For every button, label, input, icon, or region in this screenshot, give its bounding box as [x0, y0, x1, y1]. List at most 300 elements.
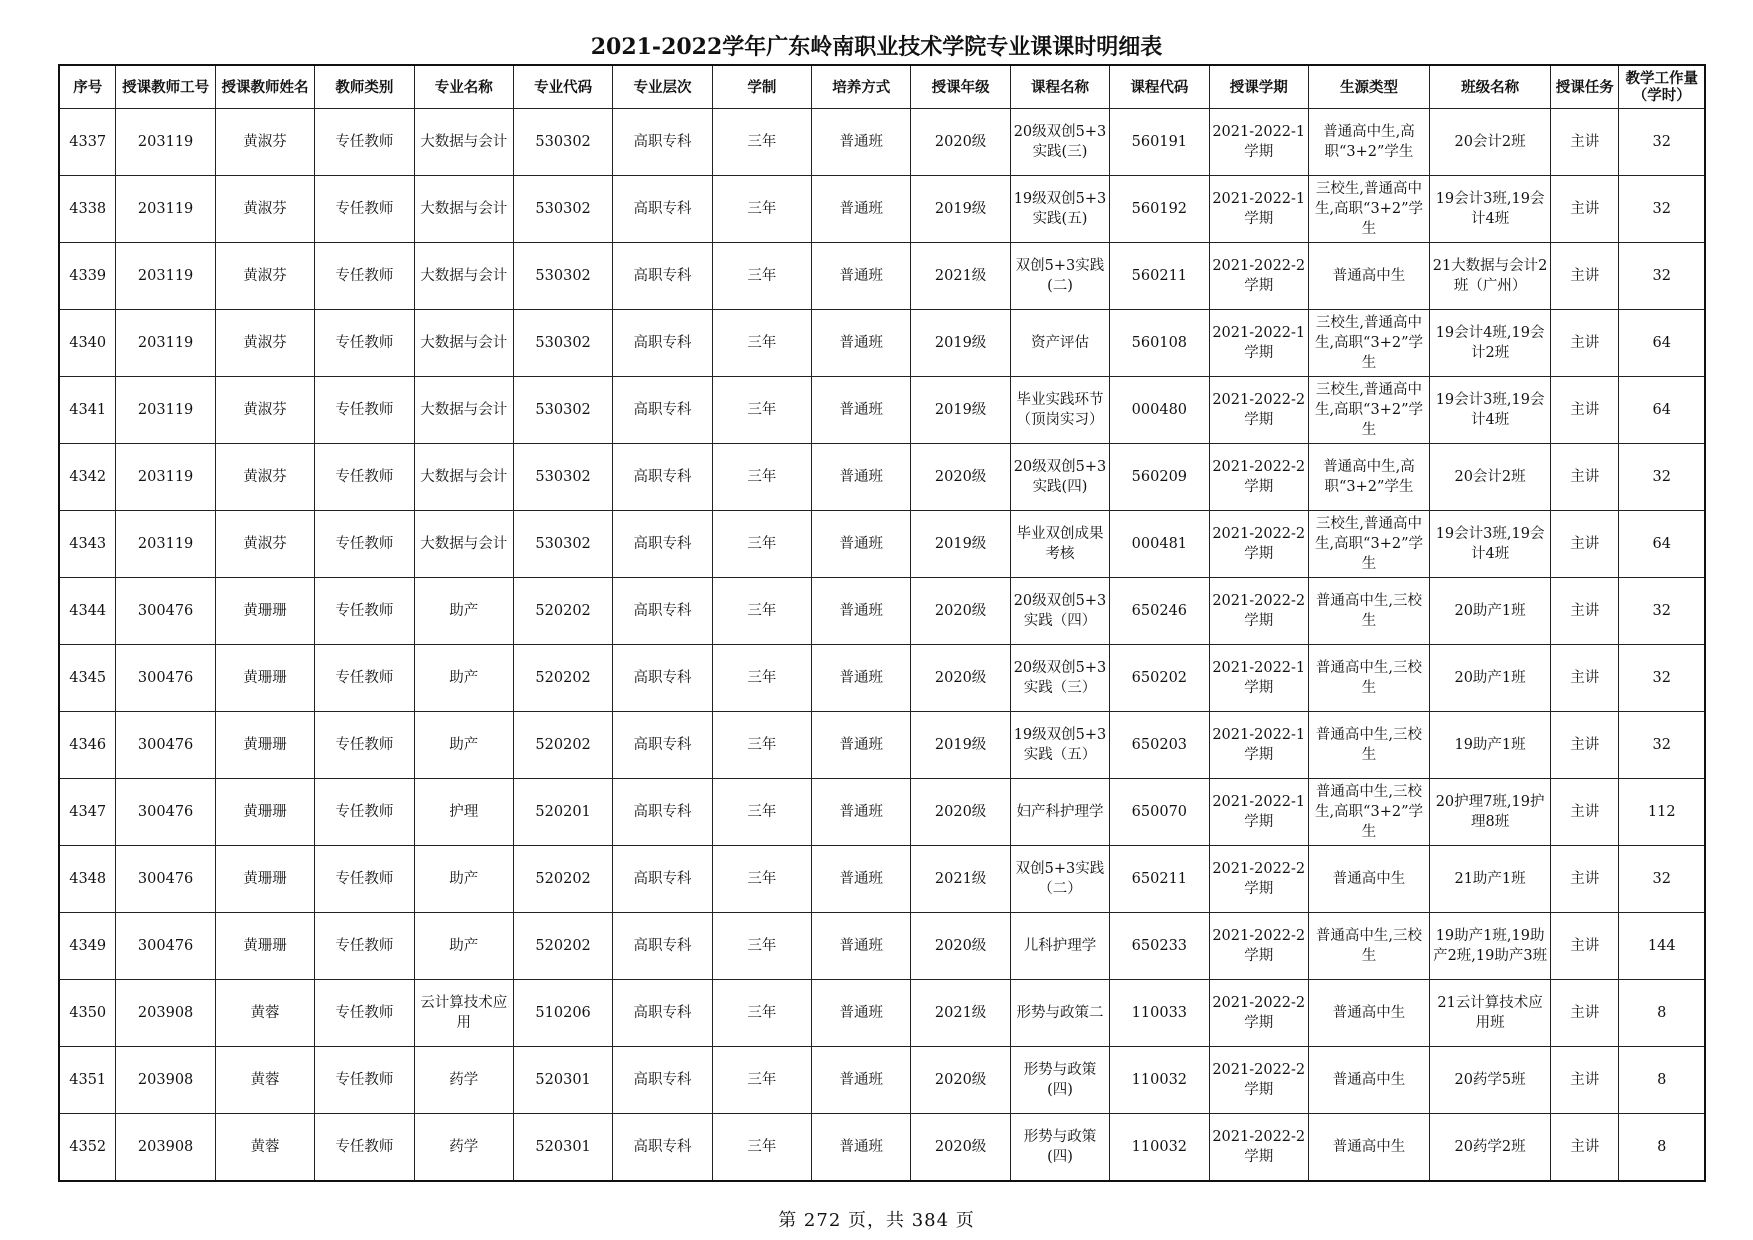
table-cell: 32 — [1619, 578, 1705, 645]
table-cell: 2021级 — [911, 846, 1010, 913]
table-cell: 高职专科 — [613, 243, 712, 310]
table-cell: 520301 — [513, 1047, 612, 1114]
table-cell: 主讲 — [1551, 578, 1619, 645]
table-cell: 主讲 — [1551, 1047, 1619, 1114]
course-hours-table — [58, 64, 1706, 1182]
table-cell: 普通班 — [812, 913, 911, 980]
table-cell: 560209 — [1110, 444, 1209, 511]
table-cell: 主讲 — [1551, 310, 1619, 377]
table-cell: 黄蓉 — [215, 980, 314, 1047]
table-cell: 530302 — [513, 310, 612, 377]
table-cell: 护理 — [414, 779, 513, 846]
table-cell: 560211 — [1110, 243, 1209, 310]
table-cell: 三校生,普通高中生,高职“3+2”学生 — [1308, 310, 1429, 377]
table-cell: 32 — [1619, 243, 1705, 310]
table-cell: 高职专科 — [613, 980, 712, 1047]
table-cell: 530302 — [513, 176, 612, 243]
table-cell: 300476 — [116, 578, 215, 645]
table-cell: 黄淑芬 — [215, 243, 314, 310]
table-cell: 20助产1班 — [1430, 645, 1551, 712]
table-cell: 4351 — [59, 1047, 116, 1114]
table-cell: 大数据与会计 — [414, 176, 513, 243]
table-cell: 20药学5班 — [1430, 1047, 1551, 1114]
table-cell: 高职专科 — [613, 846, 712, 913]
table-row — [59, 310, 1705, 377]
table-cell: 2019级 — [911, 377, 1010, 444]
table-cell: 三年 — [712, 176, 811, 243]
table-cell: 黄淑芬 — [215, 444, 314, 511]
table-cell: 2019级 — [911, 712, 1010, 779]
table-cell: 三年 — [712, 444, 811, 511]
table-cell: 普通高中生,三校生 — [1308, 913, 1429, 980]
table-cell: 普通班 — [812, 980, 911, 1047]
table-cell: 520202 — [513, 578, 612, 645]
column-header: 学制 — [712, 65, 811, 109]
table-cell: 4344 — [59, 578, 116, 645]
table-cell: 主讲 — [1551, 377, 1619, 444]
table-cell: 2021-2022-2学期 — [1209, 377, 1308, 444]
table-cell: 300476 — [116, 913, 215, 980]
table-cell: 黄珊珊 — [215, 712, 314, 779]
table-cell: 20级双创5+3实践（三） — [1010, 645, 1109, 712]
table-cell: 专任教师 — [315, 645, 414, 712]
table-cell: 三年 — [712, 1114, 811, 1182]
table-cell: 黄淑芬 — [215, 310, 314, 377]
table-row — [59, 1114, 1705, 1182]
table-cell: 高职专科 — [613, 913, 712, 980]
table-cell: 2019级 — [911, 176, 1010, 243]
table-cell: 三年 — [712, 980, 811, 1047]
table-cell: 专任教师 — [315, 310, 414, 377]
column-header: 授课教师工号 — [116, 65, 215, 109]
table-cell: 主讲 — [1551, 712, 1619, 779]
table-cell: 21大数据与会计2班（广州） — [1430, 243, 1551, 310]
table-cell: 三年 — [712, 578, 811, 645]
table-row — [59, 578, 1705, 645]
table-cell: 三年 — [712, 779, 811, 846]
table-cell: 高职专科 — [613, 310, 712, 377]
table-cell: 000481 — [1110, 511, 1209, 578]
table-cell: 普通班 — [812, 846, 911, 913]
table-cell: 妇产科护理学 — [1010, 779, 1109, 846]
table-cell: 203119 — [116, 109, 215, 176]
table-header-row — [59, 65, 1705, 109]
table-cell: 主讲 — [1551, 980, 1619, 1047]
table-cell: 普通高中生 — [1308, 1114, 1429, 1182]
table-cell: 650202 — [1110, 645, 1209, 712]
table-cell: 三年 — [712, 1047, 811, 1114]
table-cell: 三年 — [712, 712, 811, 779]
table-cell: 4341 — [59, 377, 116, 444]
table-cell: 2021-2022-2学期 — [1209, 980, 1308, 1047]
table-cell: 资产评估 — [1010, 310, 1109, 377]
table-cell: 203119 — [116, 444, 215, 511]
table-cell: 三校生,普通高中生,高职“3+2”学生 — [1308, 511, 1429, 578]
table-cell: 110032 — [1110, 1114, 1209, 1182]
table-cell: 2021-2022-2学期 — [1209, 846, 1308, 913]
table-cell: 大数据与会计 — [414, 511, 513, 578]
column-header: 授课任务 — [1551, 65, 1619, 109]
table-cell: 4348 — [59, 846, 116, 913]
table-cell: 普通班 — [812, 310, 911, 377]
table-cell: 主讲 — [1551, 511, 1619, 578]
table-cell: 2021-2022-1学期 — [1209, 310, 1308, 377]
table-cell: 主讲 — [1551, 243, 1619, 310]
table-cell: 高职专科 — [613, 511, 712, 578]
table-cell: 4350 — [59, 980, 116, 1047]
table-cell: 8 — [1619, 980, 1705, 1047]
table-cell: 2021-2022-2学期 — [1209, 511, 1308, 578]
table-cell: 2021-2022-2学期 — [1209, 1114, 1308, 1182]
table-cell: 32 — [1619, 176, 1705, 243]
table-row — [59, 377, 1705, 444]
table-cell: 黄蓉 — [215, 1047, 314, 1114]
table-cell: 高职专科 — [613, 1114, 712, 1182]
column-header: 序号 — [59, 65, 116, 109]
table-cell: 黄珊珊 — [215, 846, 314, 913]
table-cell: 20级双创5+3实践(四) — [1010, 444, 1109, 511]
table-cell: 21云计算技术应用班 — [1430, 980, 1551, 1047]
table-cell: 普通班 — [812, 109, 911, 176]
table-cell: 19会计3班,19会计4班 — [1430, 377, 1551, 444]
table-row — [59, 109, 1705, 176]
table-cell: 2020级 — [911, 913, 1010, 980]
table-cell: 黄蓉 — [215, 1114, 314, 1182]
table-cell: 530302 — [513, 444, 612, 511]
table-cell: 2021-2022-1学期 — [1209, 176, 1308, 243]
table-cell: 2021-2022-2学期 — [1209, 1047, 1308, 1114]
table-cell: 203908 — [116, 980, 215, 1047]
table-cell: 三年 — [712, 377, 811, 444]
table-cell: 主讲 — [1551, 913, 1619, 980]
table-cell: 专任教师 — [315, 176, 414, 243]
table-row — [59, 176, 1705, 243]
table-cell: 2021-2022-1学期 — [1209, 779, 1308, 846]
table-cell: 主讲 — [1551, 176, 1619, 243]
table-cell: 三年 — [712, 243, 811, 310]
table-cell: 专任教师 — [315, 578, 414, 645]
table-cell: 2021-2022-2学期 — [1209, 444, 1308, 511]
table-cell: 4339 — [59, 243, 116, 310]
table-row — [59, 243, 1705, 310]
table-cell: 4340 — [59, 310, 116, 377]
table-row — [59, 846, 1705, 913]
table-cell: 19会计3班,19会计4班 — [1430, 176, 1551, 243]
table-cell: 2020级 — [911, 779, 1010, 846]
table-cell: 520301 — [513, 1114, 612, 1182]
table-cell: 112 — [1619, 779, 1705, 846]
table-cell: 普通班 — [812, 176, 911, 243]
table-cell: 530302 — [513, 243, 612, 310]
table-cell: 助产 — [414, 712, 513, 779]
table-cell: 4347 — [59, 779, 116, 846]
table-cell: 4337 — [59, 109, 116, 176]
table-cell: 520202 — [513, 846, 612, 913]
table-cell: 黄淑芬 — [215, 176, 314, 243]
table-cell: 2021级 — [911, 243, 1010, 310]
table-cell: 560191 — [1110, 109, 1209, 176]
page-title: 2021-2022学年广东岭南职业技术学院专业课课时明细表 — [590, 34, 1163, 60]
table-cell: 专任教师 — [315, 980, 414, 1047]
table-cell: 4343 — [59, 511, 116, 578]
column-header: 授课学期 — [1209, 65, 1308, 109]
table-cell: 21助产1班 — [1430, 846, 1551, 913]
table-cell: 110032 — [1110, 1047, 1209, 1114]
table-cell: 普通高中生 — [1308, 243, 1429, 310]
column-header: 生源类型 — [1308, 65, 1429, 109]
table-cell: 高职专科 — [613, 779, 712, 846]
table-cell: 530302 — [513, 109, 612, 176]
column-header: 授课教师姓名 — [215, 65, 314, 109]
table-cell: 高职专科 — [613, 578, 712, 645]
table-cell: 110033 — [1110, 980, 1209, 1047]
table-cell: 203908 — [116, 1114, 215, 1182]
table-cell: 64 — [1619, 377, 1705, 444]
table-cell: 19会计4班,19会计2班 — [1430, 310, 1551, 377]
table-cell: 专任教师 — [315, 712, 414, 779]
table-cell: 19会计3班,19会计4班 — [1430, 511, 1551, 578]
table-row — [59, 1047, 1705, 1114]
table-cell: 普通班 — [812, 444, 911, 511]
table-cell: 2020级 — [911, 109, 1010, 176]
table-cell: 20助产1班 — [1430, 578, 1551, 645]
table-row — [59, 913, 1705, 980]
table-cell: 三校生,普通高中生,高职“3+2”学生 — [1308, 377, 1429, 444]
table-cell: 普通高中生 — [1308, 1047, 1429, 1114]
table-cell: 300476 — [116, 645, 215, 712]
table-cell: 2020级 — [911, 645, 1010, 712]
table-row — [59, 980, 1705, 1047]
table-cell: 黄珊珊 — [215, 913, 314, 980]
table-cell: 黄淑芬 — [215, 511, 314, 578]
table-cell: 大数据与会计 — [414, 310, 513, 377]
table-cell: 64 — [1619, 310, 1705, 377]
table-cell: 高职专科 — [613, 712, 712, 779]
table-cell: 毕业双创成果考核 — [1010, 511, 1109, 578]
table-cell: 大数据与会计 — [414, 444, 513, 511]
table-cell: 三年 — [712, 511, 811, 578]
table-cell: 普通班 — [812, 511, 911, 578]
column-header: 专业名称 — [414, 65, 513, 109]
table-cell: 203908 — [116, 1047, 215, 1114]
table-cell: 三年 — [712, 913, 811, 980]
table-cell: 主讲 — [1551, 109, 1619, 176]
table-cell: 高职专科 — [613, 444, 712, 511]
table-cell: 19级双创5+3实践（五） — [1010, 712, 1109, 779]
table-cell: 300476 — [116, 779, 215, 846]
table-cell: 203119 — [116, 176, 215, 243]
table-cell: 专任教师 — [315, 1114, 414, 1182]
column-header: 班级名称 — [1430, 65, 1551, 109]
table-row — [59, 779, 1705, 846]
table-cell: 20护理7班,19护理8班 — [1430, 779, 1551, 846]
column-header: 授课年级 — [911, 65, 1010, 109]
table-cell: 助产 — [414, 578, 513, 645]
table-cell: 儿科护理学 — [1010, 913, 1109, 980]
table-cell: 专任教师 — [315, 913, 414, 980]
table-cell: 黄珊珊 — [215, 779, 314, 846]
table-cell: 20级双创5+3实践(三) — [1010, 109, 1109, 176]
table-cell: 专任教师 — [315, 779, 414, 846]
column-header: 培养方式 — [812, 65, 911, 109]
table-cell: 560108 — [1110, 310, 1209, 377]
table-cell: 650203 — [1110, 712, 1209, 779]
table-cell: 520202 — [513, 712, 612, 779]
table-cell: 510206 — [513, 980, 612, 1047]
table-cell: 2021级 — [911, 980, 1010, 1047]
table-cell: 专任教师 — [315, 109, 414, 176]
table-cell: 助产 — [414, 913, 513, 980]
table-cell: 毕业实践环节（顶岗实习） — [1010, 377, 1109, 444]
table-cell: 520202 — [513, 645, 612, 712]
table-cell: 主讲 — [1551, 444, 1619, 511]
table-cell: 20级双创5+3实践（四） — [1010, 578, 1109, 645]
table-cell: 203119 — [116, 310, 215, 377]
table-cell: 203119 — [116, 243, 215, 310]
table-cell: 黄珊珊 — [215, 645, 314, 712]
table-cell: 高职专科 — [613, 1047, 712, 1114]
table-cell: 高职专科 — [613, 645, 712, 712]
table-cell: 普通班 — [812, 377, 911, 444]
column-header: 专业代码 — [513, 65, 612, 109]
table-row — [59, 712, 1705, 779]
table-cell: 2020级 — [911, 1114, 1010, 1182]
table-cell: 32 — [1619, 712, 1705, 779]
table-cell: 专任教师 — [315, 846, 414, 913]
table-cell: 三年 — [712, 109, 811, 176]
table-cell: 形势与政策(四) — [1010, 1047, 1109, 1114]
table-cell: 普通高中生,三校生,高职“3+2”学生 — [1308, 779, 1429, 846]
table-cell: 530302 — [513, 377, 612, 444]
table-cell: 2021-2022-2学期 — [1209, 913, 1308, 980]
table-cell: 普通班 — [812, 1047, 911, 1114]
table-cell: 19助产1班 — [1430, 712, 1551, 779]
table-cell: 普通高中生,高职“3+2”学生 — [1308, 444, 1429, 511]
table-row — [59, 444, 1705, 511]
page-footer: 第 272 页，共 384 页 — [778, 1210, 975, 1231]
table-cell: 高职专科 — [613, 109, 712, 176]
table-cell: 专任教师 — [315, 1047, 414, 1114]
table-cell: 8 — [1619, 1114, 1705, 1182]
table-cell: 普通高中生,三校生 — [1308, 645, 1429, 712]
table-cell: 普通班 — [812, 243, 911, 310]
table-cell: 530302 — [513, 511, 612, 578]
table-cell: 520201 — [513, 779, 612, 846]
column-header: 教师类别 — [315, 65, 414, 109]
table-cell: 650233 — [1110, 913, 1209, 980]
table-cell: 普通高中生,三校生 — [1308, 712, 1429, 779]
table-cell: 32 — [1619, 444, 1705, 511]
table-cell: 普通班 — [812, 578, 911, 645]
table-cell: 主讲 — [1551, 645, 1619, 712]
table-cell: 普通班 — [812, 779, 911, 846]
table-cell: 主讲 — [1551, 1114, 1619, 1182]
table-cell: 4346 — [59, 712, 116, 779]
table-cell: 64 — [1619, 511, 1705, 578]
column-header: 课程名称 — [1010, 65, 1109, 109]
table-cell: 520202 — [513, 913, 612, 980]
table-cell: 形势与政策二 — [1010, 980, 1109, 1047]
table-row — [59, 645, 1705, 712]
table-cell: 2020级 — [911, 1047, 1010, 1114]
table-cell: 药学 — [414, 1114, 513, 1182]
table-cell: 普通高中生,高职“3+2”学生 — [1308, 109, 1429, 176]
table-cell: 大数据与会计 — [414, 109, 513, 176]
table-cell: 2021-2022-1学期 — [1209, 109, 1308, 176]
column-header: 教学工作量（学时） — [1619, 65, 1705, 109]
table-cell: 2021-2022-1学期 — [1209, 645, 1308, 712]
table-cell: 助产 — [414, 645, 513, 712]
table-cell: 203119 — [116, 511, 215, 578]
table-cell: 300476 — [116, 712, 215, 779]
table-cell: 专任教师 — [315, 444, 414, 511]
table-cell: 主讲 — [1551, 779, 1619, 846]
table-cell: 650246 — [1110, 578, 1209, 645]
table-cell: 300476 — [116, 846, 215, 913]
table-cell: 20会计2班 — [1430, 444, 1551, 511]
table-cell: 32 — [1619, 109, 1705, 176]
table-cell: 药学 — [414, 1047, 513, 1114]
table-cell: 黄淑芬 — [215, 109, 314, 176]
table-row — [59, 511, 1705, 578]
table-cell: 2021-2022-2学期 — [1209, 243, 1308, 310]
table-cell: 19级双创5+3实践(五) — [1010, 176, 1109, 243]
column-header: 专业层次 — [613, 65, 712, 109]
table-cell: 19助产1班,19助产2班,19助产3班 — [1430, 913, 1551, 980]
table-cell: 双创5+3实践(二) — [1010, 243, 1109, 310]
table-cell: 144 — [1619, 913, 1705, 980]
table-cell: 20药学2班 — [1430, 1114, 1551, 1182]
table-cell: 2021-2022-2学期 — [1209, 578, 1308, 645]
table-cell: 32 — [1619, 645, 1705, 712]
table-cell: 普通高中生 — [1308, 846, 1429, 913]
table-cell: 650211 — [1110, 846, 1209, 913]
table-cell: 2019级 — [911, 511, 1010, 578]
table-cell: 650070 — [1110, 779, 1209, 846]
table-cell: 专任教师 — [315, 377, 414, 444]
table-cell: 大数据与会计 — [414, 243, 513, 310]
table-cell: 000480 — [1110, 377, 1209, 444]
table-cell: 云计算技术应用 — [414, 980, 513, 1047]
table-cell: 高职专科 — [613, 176, 712, 243]
table-cell: 203119 — [116, 377, 215, 444]
table-cell: 形势与政策(四) — [1010, 1114, 1109, 1182]
table-cell: 高职专科 — [613, 377, 712, 444]
table-cell: 助产 — [414, 846, 513, 913]
table-cell: 三年 — [712, 310, 811, 377]
table-cell: 4352 — [59, 1114, 116, 1182]
table-cell: 4338 — [59, 176, 116, 243]
table-cell: 2019级 — [911, 310, 1010, 377]
table-cell: 560192 — [1110, 176, 1209, 243]
table-cell: 4349 — [59, 913, 116, 980]
table-cell: 20会计2班 — [1430, 109, 1551, 176]
table-cell: 普通高中生 — [1308, 980, 1429, 1047]
table-cell: 三年 — [712, 645, 811, 712]
table-cell: 普通高中生,三校生 — [1308, 578, 1429, 645]
table-cell: 2020级 — [911, 578, 1010, 645]
table-cell: 主讲 — [1551, 846, 1619, 913]
table-cell: 4342 — [59, 444, 116, 511]
table-cell: 双创5+3实践（二） — [1010, 846, 1109, 913]
column-header: 课程代码 — [1110, 65, 1209, 109]
table-cell: 32 — [1619, 846, 1705, 913]
table-cell: 黄淑芬 — [215, 377, 314, 444]
table-cell: 普通班 — [812, 1114, 911, 1182]
table-cell: 2021-2022-1学期 — [1209, 712, 1308, 779]
table-cell: 大数据与会计 — [414, 377, 513, 444]
table-cell: 8 — [1619, 1047, 1705, 1114]
